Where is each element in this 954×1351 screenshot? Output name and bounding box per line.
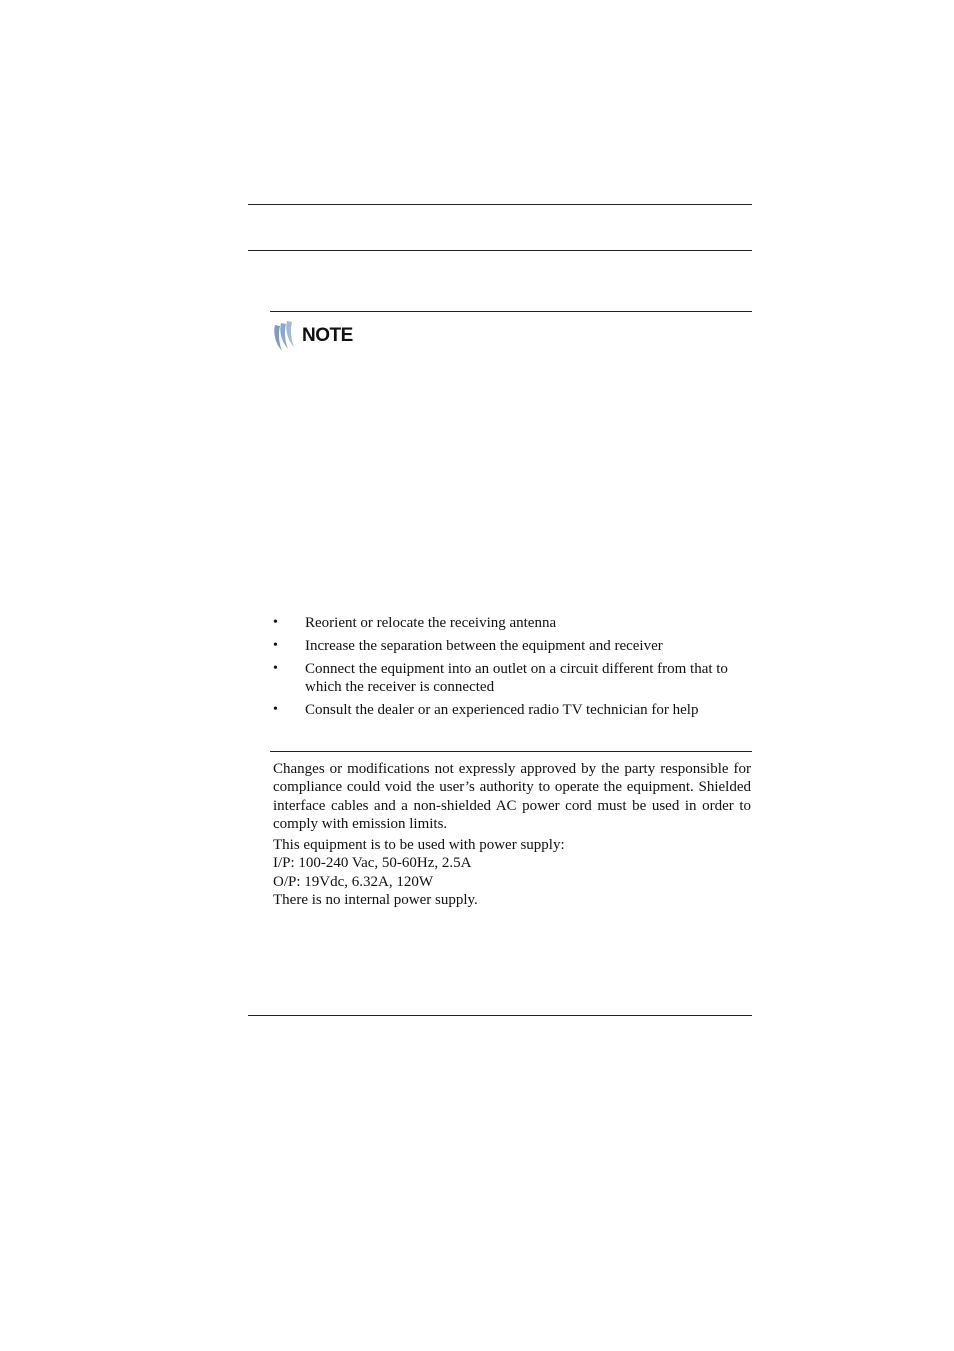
list-item-text: Increase the separation between the equipment and receiver — [305, 638, 663, 654]
troubleshooting-list — [273, 614, 743, 724]
compliance-paragraph: Changes or modifications not expressly approved by the party responsible for compliance could void the user’s authority to operate the equipment. Shielded interface cables and a non-shielded AC power cord must be used in order to comply with emission limits. — [273, 761, 751, 832]
section-rule — [270, 751, 752, 752]
power-supply-intro: This equipment is to be used with power supply: — [273, 837, 565, 853]
list-item — [273, 614, 743, 632]
list-item — [273, 701, 743, 719]
footer-rule — [248, 1015, 752, 1016]
note-rule — [270, 311, 752, 312]
header-rule-bottom — [248, 250, 752, 251]
note-label: NOTE — [302, 325, 353, 346]
list-item-text: Consult the dealer or an experienced radio TV technician for help — [305, 702, 699, 718]
bullet-marker: • — [273, 615, 278, 630]
bullet-marker: • — [273, 702, 278, 717]
note-header — [272, 318, 353, 354]
power-supply-block — [273, 836, 751, 909]
bullet-marker: • — [273, 661, 278, 676]
list-item — [273, 637, 743, 655]
power-supply-internal: There is no internal power supply. — [273, 891, 478, 908]
header-rule-top — [248, 204, 752, 205]
power-supply-output: O/P: 19Vdc, 6.32A, 120W — [273, 873, 433, 890]
list-item-text: Connect the equipment into an outlet on a circuit different from that to which the receiver is connected — [305, 661, 728, 695]
list-item — [273, 660, 743, 696]
bullet-marker: • — [273, 638, 278, 653]
note-icon — [272, 319, 300, 353]
list-item-text: Reorient or relocate the receiving antenna — [305, 615, 557, 631]
power-supply-input: I/P: 100-240 Vac, 50-60Hz, 2.5A — [273, 855, 472, 872]
